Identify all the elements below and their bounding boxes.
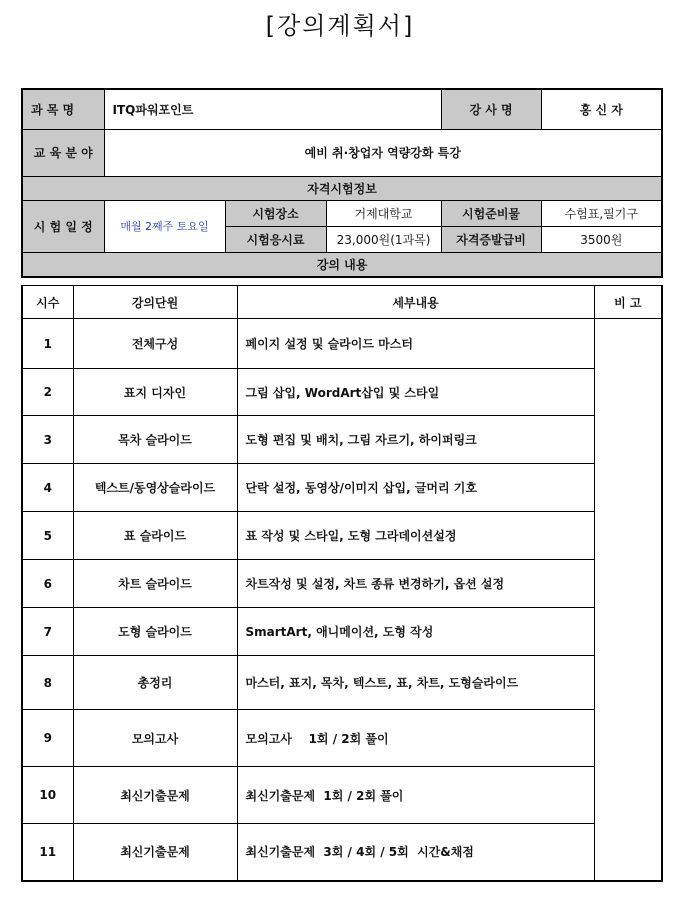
lecture-detail: 차트작성 및 설정, 차트 종류 변경하기, 옵션 설정 — [237, 560, 594, 608]
table-row — [22, 319, 662, 369]
prep-value: 수험표,필기구 — [541, 200, 662, 226]
table-row — [22, 560, 662, 608]
fee-value: 23,000원(1과목) — [326, 226, 441, 252]
lecture-unit: 전체구성 — [73, 319, 237, 369]
lecture-detail: 페이지 설정 및 슬라이드 마스터 — [237, 319, 594, 369]
lecture-table — [21, 285, 663, 882]
subject-value: ITQ파워포인트 — [104, 89, 441, 129]
lecture-detail: 표 작성 및 스타일, 도형 그라데이션설정 — [237, 512, 594, 560]
lecture-no: 3 — [22, 416, 73, 464]
instructor-label: 강 사 명 — [441, 89, 541, 129]
schedule-value: 매월 2째주 토요일 — [104, 200, 225, 252]
table-row — [22, 656, 662, 710]
lecture-no: 1 — [22, 319, 73, 369]
place-label: 시험장소 — [225, 200, 326, 226]
lecture-no: 8 — [22, 656, 73, 710]
lecture-no: 9 — [22, 710, 73, 767]
info-table — [21, 88, 663, 278]
lecture-detail: SmartArt, 애니메이션, 도형 작성 — [237, 608, 594, 656]
lecture-detail: 최신기출문제 1회 / 2회 풀이 — [237, 767, 594, 824]
lecture-unit: 차트 슬라이드 — [73, 560, 237, 608]
header-unit: 강의단원 — [73, 286, 237, 319]
table-row — [22, 710, 662, 767]
lecture-no: 7 — [22, 608, 73, 656]
lecture-detail: 그림 삽입, WordArt삽입 및 스타일 — [237, 369, 594, 416]
issue-fee-label: 자격증발급비 — [441, 226, 541, 252]
lecture-no: 4 — [22, 464, 73, 512]
table-row — [22, 512, 662, 560]
lecture-unit: 최신기출문제 — [73, 824, 237, 881]
content-header: 강의 내용 — [22, 252, 662, 277]
lecture-no: 10 — [22, 767, 73, 824]
table-row — [22, 767, 662, 824]
lecture-detail: 최신기출문제 3회 / 4회 / 5회 시간&채점 — [237, 824, 594, 881]
subject-label: 과 목 명 — [22, 89, 104, 129]
lecture-detail: 단락 설정, 동영상/이미지 삽입, 글머리 기호 — [237, 464, 594, 512]
table-row — [22, 608, 662, 656]
document-title: [강의계획서] — [265, 12, 415, 40]
table-row — [22, 416, 662, 464]
lecture-unit: 도형 슬라이드 — [73, 608, 237, 656]
remarks-cell — [594, 319, 662, 881]
header-hours: 시수 — [22, 286, 73, 319]
lecture-detail: 마스터, 표지, 목차, 텍스트, 표, 차트, 도형슬라이드 — [237, 656, 594, 710]
schedule-label: 시 험 일 정 — [22, 200, 104, 252]
lecture-detail: 모의고사 1회 / 2회 풀이 — [237, 710, 594, 767]
instructor-value: 홍 신 자 — [541, 89, 662, 129]
lecture-unit: 모의고사 — [73, 710, 237, 767]
lecture-no: 5 — [22, 512, 73, 560]
lecture-unit: 표 슬라이드 — [73, 512, 237, 560]
lecture-unit: 목차 슬라이드 — [73, 416, 237, 464]
lecture-unit: 표지 디자인 — [73, 369, 237, 416]
prep-label: 시험준비물 — [441, 200, 541, 226]
place-value: 거제대학교 — [326, 200, 441, 226]
field-value: 예비 취·창업자 역량강화 특강 — [104, 129, 662, 176]
lecture-unit: 텍스트/동영상슬라이드 — [73, 464, 237, 512]
lecture-no: 6 — [22, 560, 73, 608]
lecture-unit: 총정리 — [73, 656, 237, 710]
table-row — [22, 464, 662, 512]
header-detail: 세부내용 — [237, 286, 594, 319]
lecture-detail: 도형 편집 및 배치, 그림 자르기, 하이퍼링크 — [237, 416, 594, 464]
lecture-no: 2 — [22, 369, 73, 416]
lecture-no: 11 — [22, 824, 73, 881]
table-row — [22, 369, 662, 416]
table-row — [22, 824, 662, 881]
lecture-unit: 최신기출문제 — [73, 767, 237, 824]
cert-info-header: 자격시험정보 — [22, 176, 662, 200]
fee-label: 시험응시료 — [225, 226, 326, 252]
issue-fee-value: 3500원 — [541, 226, 662, 252]
field-label: 교 육 분 야 — [22, 129, 104, 176]
header-remarks: 비 고 — [594, 286, 662, 319]
